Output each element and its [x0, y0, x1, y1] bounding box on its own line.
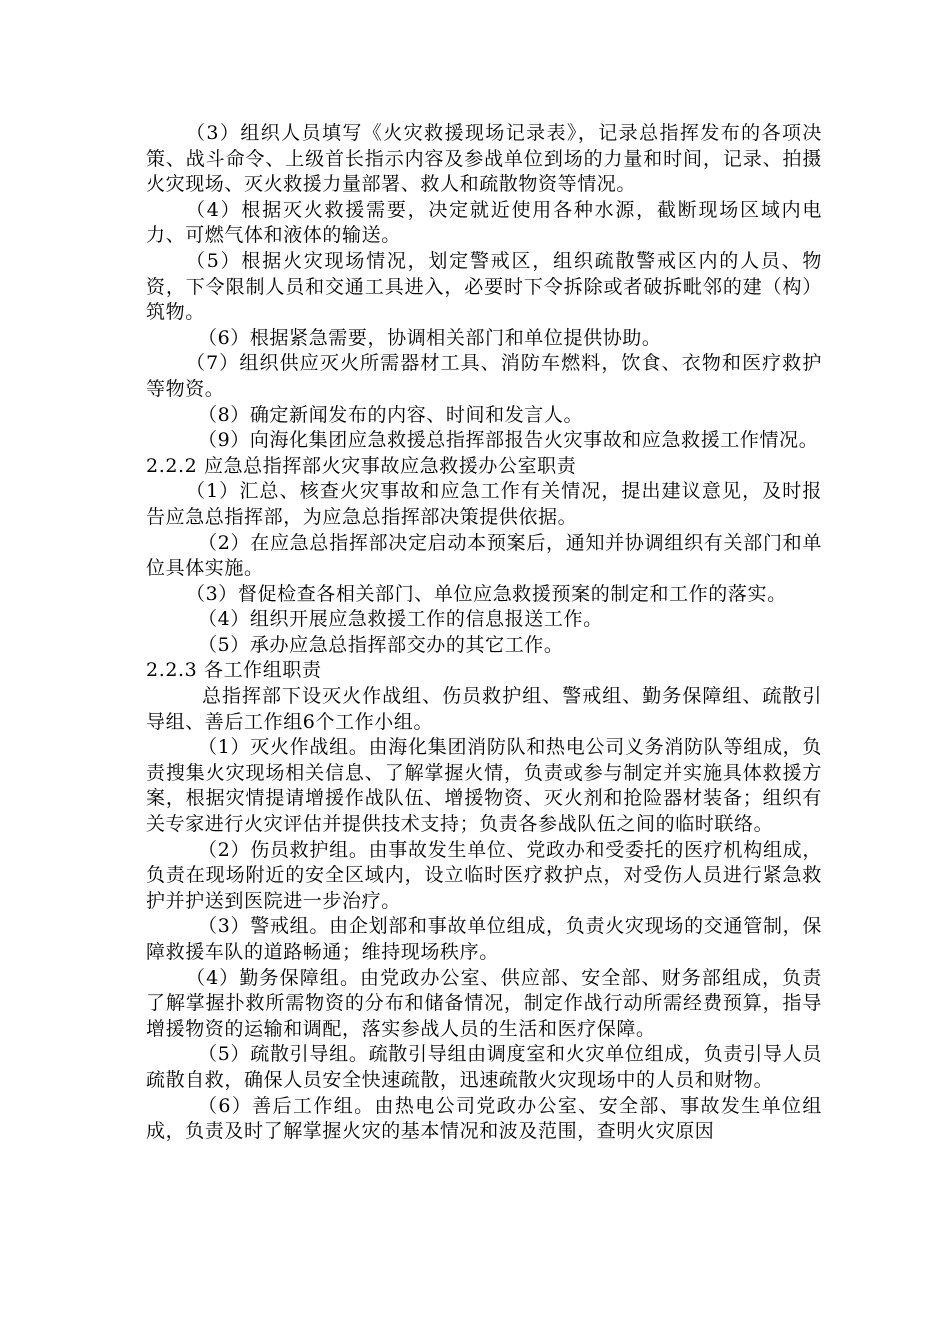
- section-heading-2-2-2: 2.2.2 应急总指挥部火灾事故应急救援办公室职责: [146, 454, 577, 477]
- work-group-1: （1）灭火作战组。由海化集团消防队和热电公司义务消防队等组成，负责搜集火灾现场相关信息、了解掌握火情，负责或参与制定并实施具体救援方案，根据灾情提请增援作战队伍、增援物资、灭火剂和抢险器材装备；组织有关专家进行火灾评估并提供技术支持；负责各参战队伍之间的临时联络。: [146, 736, 822, 836]
- work-groups-intro: 总指挥部下设灭火作战组、伤员救护组、警戒组、勤务保障组、疏散引导组、善后工作组6个工作小组。: [146, 685, 822, 733]
- work-group-4: （4）勤务保障组。由党政办公室、供应部、安全部、财务部组成，负责了解掌握扑救所需物资的分布和储备情况，制定作战行动所需经费预算，指导增援物资的运输和调配，落实参战人员的生活和医疗保障。: [146, 966, 822, 1040]
- work-group-3: （3）警戒组。由企划部和事故单位组成，负责火灾现场的交通管制，保障救援车队的道路畅通；维持现场秩序。: [146, 915, 822, 963]
- work-group-5: （5）疏散引导组。疏散引导组由调度室和火灾单位组成，负责引导人员疏散自救，确保人员安全快速疏散，迅速疏散火灾现场中的人员和财物。: [146, 1043, 822, 1091]
- section-heading-2-2-3: 2.2.3 各工作组职责: [146, 659, 322, 682]
- paragraph-4: （4）根据灭火救援需要，决定就近使用各种水源，截断现场区域内电力、可燃气体和液体的输送。: [146, 198, 822, 247]
- office-duty-2: （2）在应急总指挥部决定启动本预案后，通知并协调组织有关部门和单位具体实施。: [146, 531, 822, 580]
- paragraph-3: （3）组织人员填写《火灾救援现场记录表》，记录总指挥发布的各项决策、战斗命令、上级首长指示内容及参战单位到场的力量和时间，记录、拍摄火灾现场、灭火救援力量部署、救人和疏散物资等情况。: [146, 122, 822, 196]
- office-duty-1: （1）汇总、核查火灾事故和应急工作有关情况，提出建议意见，及时报告应急总指挥部，为应急总指挥部决策提供依据。: [146, 480, 822, 528]
- paragraph-9: （9）向海化集团应急救援总指挥部报告火灾事故和应急救援工作情况。: [198, 429, 819, 452]
- work-group-2: （2）伤员救护组。由事故发生单位、党政办和受委托的医疗机构组成，负责在现场附近的安全区域内，设立临时医疗救护点，对受伤人员进行紧急救护并护送到医院进一步治疗。: [146, 838, 822, 912]
- work-group-6: （6）善后工作组。由热电公司党政办公室、安全部、事故发生单位组成，负责及时了解掌握火灾的基本情况和波及范围，查明火灾原因: [146, 1094, 822, 1143]
- paragraph-7: （7）组织供应灭火所需器材工具、消防车燃料，饮食、衣物和医疗救护等物资。: [146, 352, 822, 400]
- paragraph-6: （6）根据紧急需要，协调相关部门和单位提供协助。: [198, 326, 662, 349]
- office-duty-3: （3）督促检查各相关部门、单位应急救援预案的制定和工作的落实。: [186, 582, 787, 605]
- paragraph-5: （5）根据火灾现场情况，划定警戒区，组织疏散警戒区内的人员、物资，下令限制人员和交通工具进入，必要时下令拆除或者破拆毗邻的建（构）筑物。: [146, 249, 822, 324]
- office-duty-4: （4）组织开展应急救援工作的信息报送工作。: [198, 608, 603, 631]
- document-page: [146, 121, 822, 1145]
- office-duty-5: （5）承办应急总指挥部交办的其它工作。: [198, 633, 564, 656]
- paragraph-8: （8）确定新闻发布的内容、时间和发言人。: [198, 403, 584, 426]
